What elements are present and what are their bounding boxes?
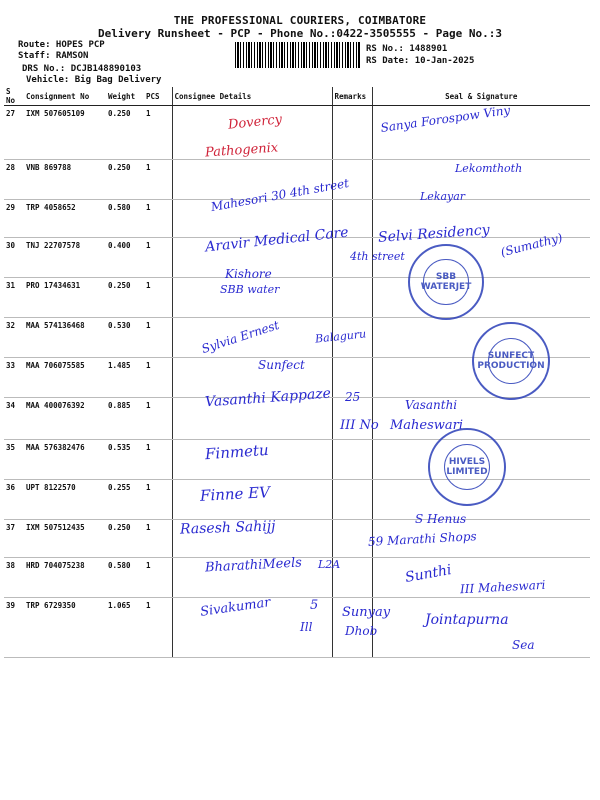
rs-number: RS No.: 1488901 bbox=[366, 44, 448, 54]
cell-sno: 33 bbox=[4, 358, 24, 398]
company-stamp bbox=[472, 322, 550, 400]
cell-weight: 0.250 bbox=[106, 278, 144, 318]
cell-pcs: 1 bbox=[144, 440, 172, 480]
handwriting: Pathogenix bbox=[204, 140, 279, 161]
drs-label: DRS No.: DCJB148890103 bbox=[22, 64, 142, 74]
handwriting: Vasanthi Kappaze bbox=[204, 385, 332, 411]
cell-sno: 31 bbox=[4, 278, 24, 318]
cell-weight: 0.580 bbox=[106, 200, 144, 238]
handwriting: 25 bbox=[345, 390, 361, 404]
cell-sno: 32 bbox=[4, 318, 24, 358]
handwriting: BharathiMeels bbox=[204, 555, 303, 576]
cell-pcs: 1 bbox=[144, 520, 172, 558]
handwriting: Rasesh Sahijj bbox=[179, 518, 276, 538]
cell-weight: 1.065 bbox=[106, 598, 144, 658]
cell-sno: 29 bbox=[4, 200, 24, 238]
cell-consignment: UPT 8122570 bbox=[24, 480, 106, 520]
handwriting: Aravir Medical Care bbox=[204, 224, 350, 256]
handwriting: Kishore bbox=[225, 267, 272, 281]
cell-sno: 35 bbox=[4, 440, 24, 480]
cell-remarks bbox=[332, 106, 372, 160]
staff-label: Staff: RAMSON bbox=[18, 51, 89, 61]
handwriting: Lekomthoth bbox=[455, 162, 523, 175]
handwriting: Maheswari bbox=[390, 418, 464, 433]
col-remarks: Remarks bbox=[332, 87, 372, 106]
cell-consignment: VNB 869788 bbox=[24, 160, 106, 200]
cell-consignment: MAA 576382476 bbox=[24, 440, 106, 480]
handwriting: Balaguru bbox=[314, 327, 367, 346]
company-stamp bbox=[428, 428, 506, 506]
handwriting: Dovercy bbox=[227, 112, 283, 133]
col-sno: S No bbox=[4, 87, 24, 106]
cell-remarks bbox=[332, 278, 372, 318]
cell-sno: 37 bbox=[4, 520, 24, 558]
handwriting: 4th street bbox=[350, 250, 405, 263]
handwriting: Finne EV bbox=[199, 483, 271, 505]
table-row bbox=[4, 278, 590, 318]
handwriting: Dhob bbox=[345, 624, 378, 638]
handwriting: L2A bbox=[318, 558, 341, 571]
cell-sno: 28 bbox=[4, 160, 24, 200]
cell-pcs: 1 bbox=[144, 558, 172, 598]
table-header bbox=[4, 87, 590, 106]
cell-consignment: PRO 17434631 bbox=[24, 278, 106, 318]
handwriting: Sea bbox=[512, 638, 535, 652]
rs-date: RS Date: 10-Jan-2025 bbox=[366, 56, 475, 66]
cell-consignment: IXM 507605109 bbox=[24, 106, 106, 160]
cell-weight: 0.530 bbox=[106, 318, 144, 358]
cell-weight: 1.485 bbox=[106, 358, 144, 398]
cell-remarks bbox=[332, 520, 372, 558]
cell-weight: 0.535 bbox=[106, 440, 144, 480]
company-stamp bbox=[408, 244, 484, 320]
cell-sno: 30 bbox=[4, 238, 24, 278]
company-title: THE PROFESSIONAL COURIERS, COIMBATORE bbox=[173, 14, 427, 27]
cell-weight: 0.250 bbox=[106, 520, 144, 558]
handwriting: III No bbox=[340, 418, 379, 433]
cell-sno: 36 bbox=[4, 480, 24, 520]
cell-sno: 38 bbox=[4, 558, 24, 598]
col-consignment: Consignment No bbox=[24, 87, 106, 106]
cell-consignment: TRP 4058652 bbox=[24, 200, 106, 238]
cell-weight: 0.885 bbox=[106, 398, 144, 440]
handwriting: S Henus bbox=[415, 512, 467, 526]
route-label: Route: HOPES PCP bbox=[18, 40, 105, 50]
cell-remarks bbox=[332, 480, 372, 520]
handwriting: Lekayar bbox=[420, 190, 466, 203]
handwriting: 5 bbox=[310, 598, 319, 613]
handwriting: Vasanthi bbox=[405, 398, 458, 412]
cell-weight: 0.250 bbox=[106, 160, 144, 200]
cell-pcs: 1 bbox=[144, 480, 172, 520]
cell-consignment: TRP 6729350 bbox=[24, 598, 106, 658]
handwriting: Sanya Forospow Viny bbox=[379, 102, 512, 136]
cell-weight: 0.400 bbox=[106, 238, 144, 278]
handwriting: SBB water bbox=[220, 283, 280, 296]
cell-pcs: 1 bbox=[144, 200, 172, 238]
cell-consignment: MAA 400076392 bbox=[24, 398, 106, 440]
cell-consignment: MAA 706075585 bbox=[24, 358, 106, 398]
barcode bbox=[235, 42, 360, 68]
runsheet-subtitle: Delivery Runsheet - PCP - Phone No.:0422-3505555 - Page No.:3 bbox=[98, 27, 502, 40]
handwriting: Finmetu bbox=[204, 440, 270, 464]
handwriting: III Maheswari bbox=[459, 577, 546, 597]
cell-consignment: HRD 704075238 bbox=[24, 558, 106, 598]
cell-consignment: TNJ 22707578 bbox=[24, 238, 106, 278]
cell-consignment: IXM 507512435 bbox=[24, 520, 106, 558]
cell-consignment: MAA 574136468 bbox=[24, 318, 106, 358]
vehicle-label: Vehicle: Big Bag Delivery bbox=[26, 75, 162, 85]
handwriting: 59 Marathi Shops bbox=[367, 529, 477, 549]
cell-weight: 0.255 bbox=[106, 480, 144, 520]
stamp-text: SUNFECT PRODUCTION bbox=[488, 338, 534, 384]
handwriting: Mahesori 30 4th street bbox=[209, 175, 351, 215]
cell-weight: 0.250 bbox=[106, 106, 144, 160]
handwriting: Sunyay bbox=[342, 605, 391, 620]
cell-pcs: 1 bbox=[144, 160, 172, 200]
handwriting: Sylvia Ernest bbox=[199, 317, 281, 357]
col-seal: Seal & Signature bbox=[372, 87, 590, 106]
stamp-text: SBB WATERJET bbox=[423, 259, 468, 304]
cell-pcs: 1 bbox=[144, 278, 172, 318]
cell-weight: 0.580 bbox=[106, 558, 144, 598]
table-row bbox=[4, 480, 590, 520]
cell-remarks bbox=[332, 440, 372, 480]
cell-pcs: 1 bbox=[144, 598, 172, 658]
cell-pcs: 1 bbox=[144, 106, 172, 160]
cell-sno: 39 bbox=[4, 598, 24, 658]
stamp-text: HIVELS LIMITED bbox=[444, 444, 490, 490]
cell-pcs: 1 bbox=[144, 238, 172, 278]
handwriting: Selvi Residency bbox=[377, 222, 491, 246]
col-consignee: Consignee Details bbox=[172, 87, 332, 106]
handwriting: Sunthi bbox=[403, 562, 453, 586]
handwriting: Sivakumar bbox=[199, 595, 272, 620]
cell-pcs: 1 bbox=[144, 318, 172, 358]
handwriting: Ill bbox=[300, 620, 313, 634]
col-pcs: PCS bbox=[144, 87, 172, 106]
handwriting: Jointapurna bbox=[425, 612, 509, 628]
handwriting: Sunfect bbox=[258, 358, 305, 372]
table-row bbox=[4, 520, 590, 558]
cell-sno: 27 bbox=[4, 106, 24, 160]
cell-sno: 34 bbox=[4, 398, 24, 440]
handwriting: (Sumathy) bbox=[499, 230, 564, 260]
col-weight: Weight bbox=[106, 87, 144, 106]
cell-pcs: 1 bbox=[144, 398, 172, 440]
cell-pcs: 1 bbox=[144, 358, 172, 398]
